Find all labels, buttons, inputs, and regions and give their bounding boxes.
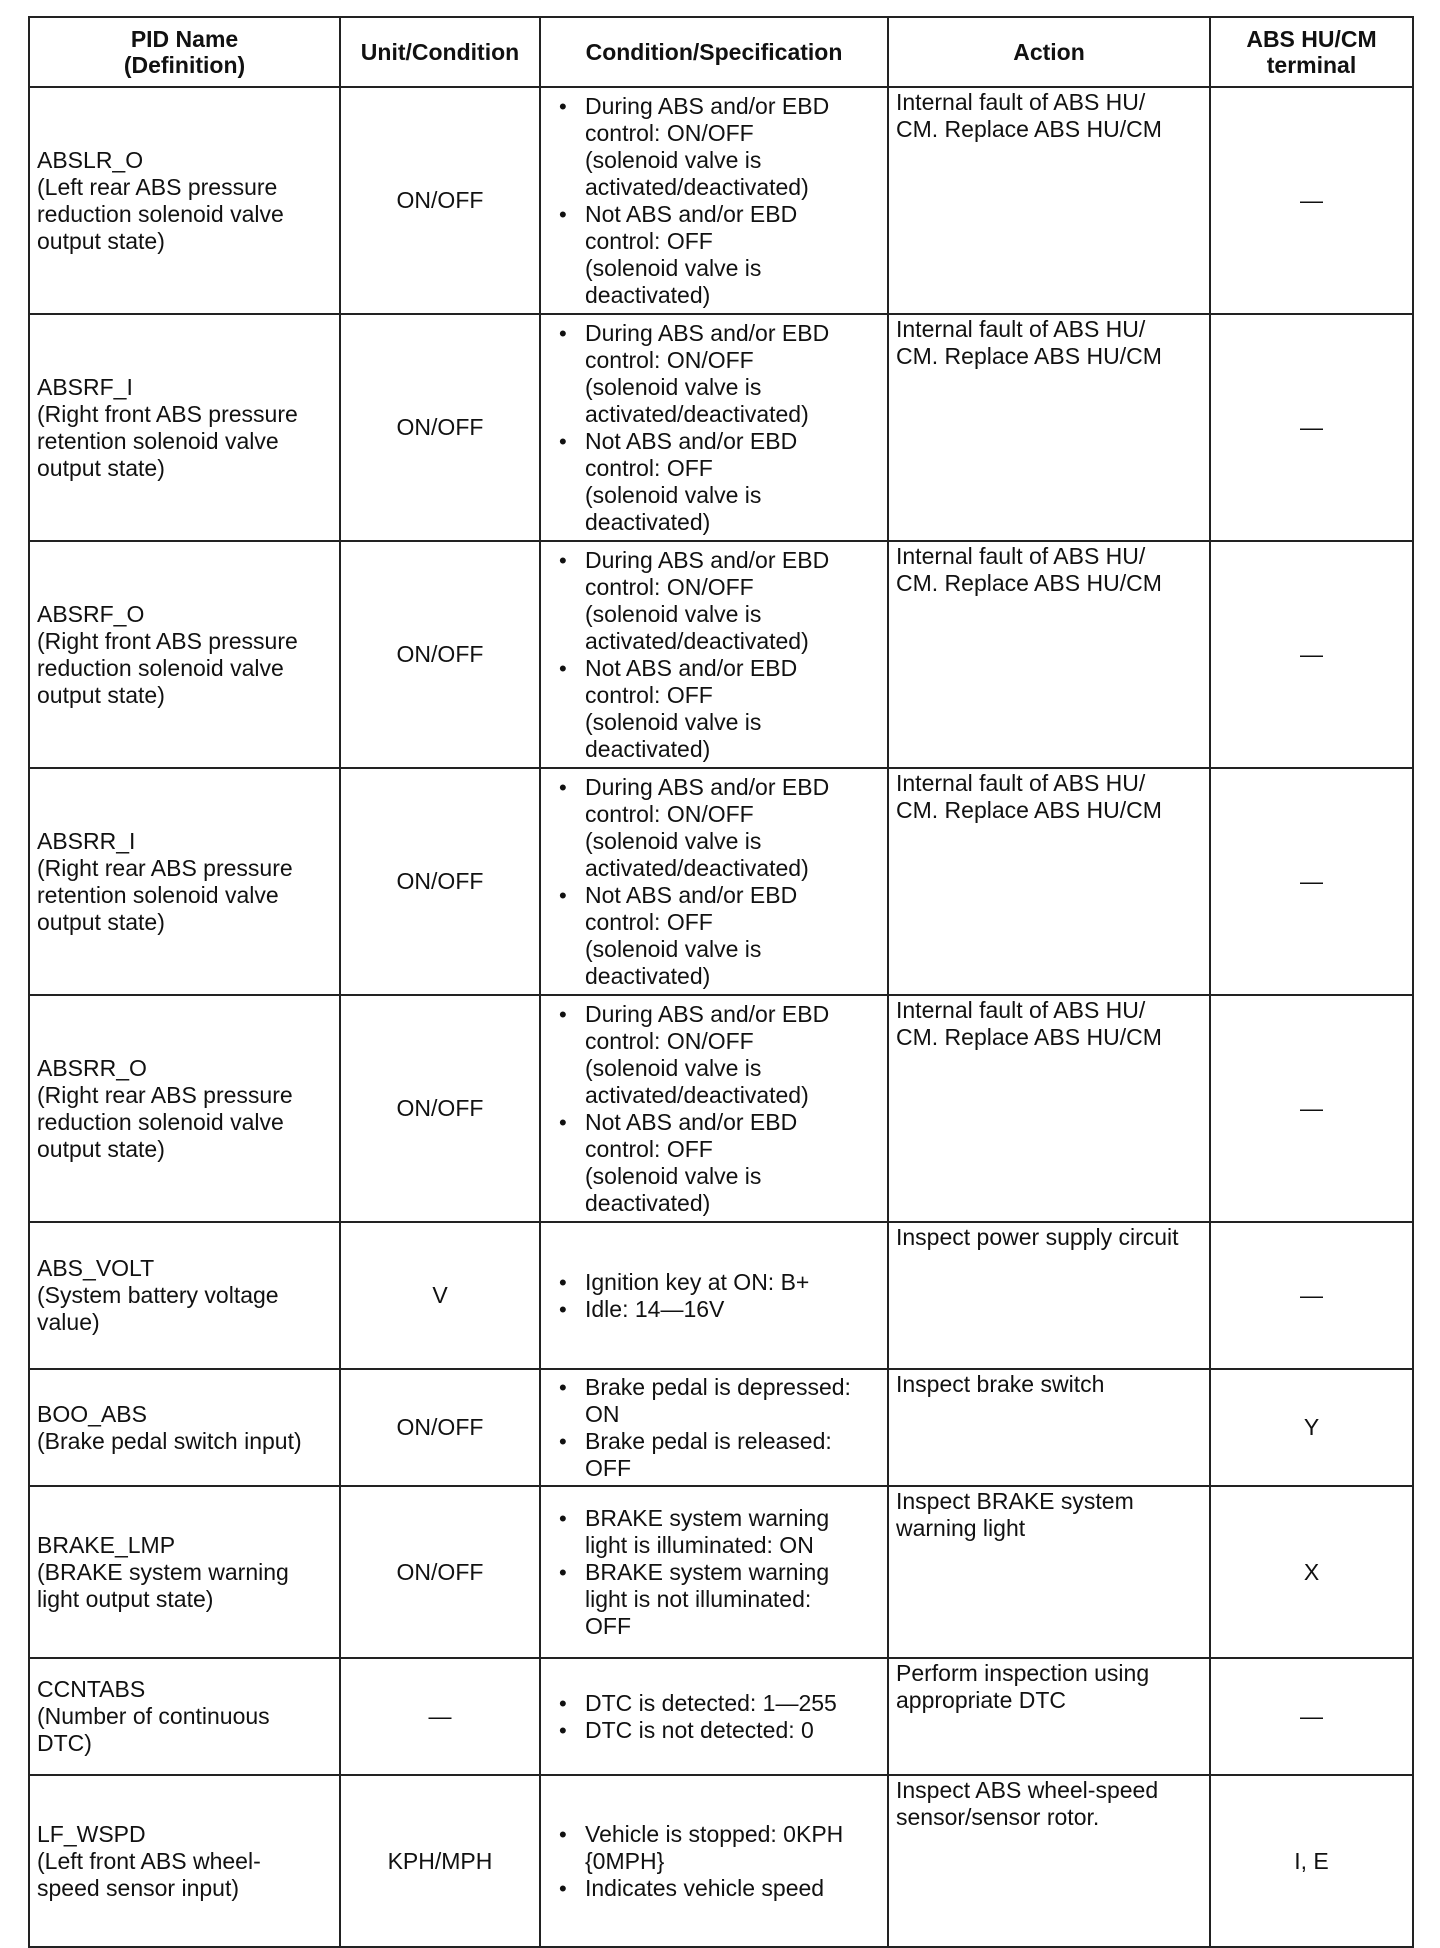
specification-line: activated/deactivated) (585, 854, 809, 881)
specification-line: • DTC is not detected: 0 (585, 1716, 814, 1743)
specification-line: deactivated) (585, 962, 711, 989)
terminal-cell: — (1210, 87, 1413, 314)
terminal-cell: — (1210, 314, 1413, 541)
terminal-cell: — (1210, 1658, 1413, 1775)
specification-line: (solenoid valve is (585, 708, 762, 735)
specification-line: activated/deactivated) (585, 1081, 809, 1108)
specification-line: ON (585, 1400, 620, 1427)
action-line: Internal fault of ABS HU/ (896, 89, 1146, 115)
pid-code: BRAKE_LMP (37, 1531, 176, 1558)
unit-cell: ON/OFF (340, 1369, 540, 1486)
pid-definition-line: (Right front ABS pressure (37, 627, 298, 654)
specification-line: control: ON/OFF (585, 119, 754, 146)
specification-line: • Not ABS and/or EBD (585, 881, 798, 908)
specification-cell (540, 1369, 888, 1486)
pid-name-cell (29, 87, 340, 314)
specification-list (549, 774, 883, 990)
pid-definition-line: output state) (37, 227, 165, 254)
specification-cell (540, 1222, 888, 1369)
action-cell (888, 541, 1210, 768)
specification-line: • Idle: 14—16V (585, 1295, 725, 1322)
action-line: CM. Replace ABS HU/CM (896, 797, 1162, 823)
specification-line: (solenoid valve is (585, 600, 762, 627)
specification-bullet (549, 1374, 883, 1428)
pid-definition-line: reduction solenoid valve (37, 654, 284, 681)
unit-cell: — (340, 1658, 540, 1775)
table-row (29, 995, 1413, 1222)
terminal-cell: I, E (1210, 1775, 1413, 1947)
pid-definition-line: retention solenoid valve (37, 881, 279, 908)
action-cell (888, 995, 1210, 1222)
specification-line: • Indicates vehicle speed (585, 1874, 825, 1901)
specification-line: {0MPH} (585, 1847, 665, 1874)
pid-name-cell (29, 1658, 340, 1775)
specification-line: control: ON/OFF (585, 1027, 754, 1054)
table-row (29, 768, 1413, 995)
pid-name-cell (29, 768, 340, 995)
specification-line: light is illuminated: ON (585, 1531, 814, 1558)
pid-definition-line: output state) (37, 908, 165, 935)
specification-line: • During ABS and/or EBD (585, 319, 830, 346)
specification-cell (540, 541, 888, 768)
specification-line: • Not ABS and/or EBD (585, 1108, 798, 1135)
pid-definition-line: (Right rear ABS pressure (37, 854, 293, 881)
pid-code: CCNTABS (37, 1676, 146, 1702)
specification-line: control: OFF (585, 681, 713, 708)
action-line: CM. Replace ABS HU/CM (896, 116, 1162, 142)
specification-list (549, 1821, 883, 1902)
header-pid-name: PID Name (Definition) (29, 17, 340, 87)
pid-definition-line: (Left rear ABS pressure (37, 173, 278, 200)
specification-line: activated/deactivated) (585, 400, 809, 427)
specification-bullet (549, 1296, 883, 1323)
pid-definition-line: reduction solenoid valve (37, 1108, 284, 1135)
specification-bullet (549, 93, 883, 201)
specification-line: OFF (585, 1612, 631, 1639)
specification-cell (540, 1775, 888, 1947)
specification-cell (540, 87, 888, 314)
unit-cell: KPH/MPH (340, 1775, 540, 1947)
specification-line: (solenoid valve is (585, 146, 762, 173)
unit-cell: ON/OFF (340, 1486, 540, 1658)
action-cell (888, 314, 1210, 541)
action-cell (888, 1658, 1210, 1775)
unit-cell: V (340, 1222, 540, 1369)
terminal-cell: — (1210, 995, 1413, 1222)
specification-line: • Not ABS and/or EBD (585, 200, 798, 227)
specification-line: • During ABS and/or EBD (585, 1000, 830, 1027)
specification-line: deactivated) (585, 1189, 711, 1216)
specification-line: • Brake pedal is depressed: (585, 1373, 851, 1400)
pid-definition-line: reduction solenoid valve (37, 200, 284, 227)
table-header-row (29, 17, 1413, 87)
action-line: CM. Replace ABS HU/CM (896, 343, 1162, 369)
specification-line: control: ON/OFF (585, 346, 754, 373)
specification-list (549, 93, 883, 309)
pid-definition-line: output state) (37, 681, 165, 708)
specification-list (549, 547, 883, 763)
action-line: Perform inspection using (896, 1660, 1150, 1686)
specification-bullet (549, 201, 883, 309)
specification-line: activated/deactivated) (585, 173, 809, 200)
specification-line: • During ABS and/or EBD (585, 546, 830, 573)
specification-line: • DTC is detected: 1—255 (585, 1689, 837, 1716)
pid-definition-line: value) (37, 1309, 100, 1335)
specification-list (549, 1690, 883, 1744)
specification-bullet (549, 1428, 883, 1482)
unit-cell: ON/OFF (340, 768, 540, 995)
pid-code: BOO_ABS (37, 1400, 147, 1427)
pid-definition-line: output state) (37, 1135, 165, 1162)
pid-definition-line: (Left front ABS wheel- (37, 1847, 261, 1874)
header-terminal: ABS HU/CM terminal (1210, 17, 1413, 87)
pid-code: LF_WSPD (37, 1820, 146, 1847)
table-row (29, 1486, 1413, 1658)
action-line: CM. Replace ABS HU/CM (896, 570, 1162, 596)
specification-line: deactivated) (585, 735, 711, 762)
action-cell (888, 1222, 1210, 1369)
specification-line: control: ON/OFF (585, 573, 754, 600)
specification-bullet (549, 1559, 883, 1640)
specification-line: • Vehicle is stopped: 0KPH (585, 1820, 844, 1847)
specification-line: • Brake pedal is released: (585, 1427, 832, 1454)
specification-list (549, 320, 883, 536)
specification-line: (solenoid valve is (585, 1054, 762, 1081)
specification-line: light is not illuminated: (585, 1585, 812, 1612)
specification-line: (solenoid valve is (585, 481, 762, 508)
pid-name-cell (29, 1486, 340, 1658)
pid-definition-line: (Brake pedal switch input) (37, 1427, 302, 1454)
action-cell (888, 1369, 1210, 1486)
pid-reference-sheet (28, 16, 1412, 1948)
specification-bullet (549, 1717, 883, 1744)
unit-cell: ON/OFF (340, 541, 540, 768)
terminal-cell: — (1210, 1222, 1413, 1369)
action-cell (888, 1775, 1210, 1947)
action-line: Internal fault of ABS HU/ (896, 543, 1146, 569)
specification-cell (540, 768, 888, 995)
specification-bullet (549, 428, 883, 536)
specification-cell (540, 314, 888, 541)
pid-table (28, 16, 1414, 1948)
specification-line: • Ignition key at ON: B+ (585, 1268, 810, 1295)
specification-line: • During ABS and/or EBD (585, 773, 830, 800)
table-row (29, 87, 1413, 314)
terminal-cell: X (1210, 1486, 1413, 1658)
pid-definition-line: output state) (37, 454, 165, 481)
specification-line: (solenoid valve is (585, 373, 762, 400)
pid-code: ABSRR_I (37, 827, 136, 854)
pid-definition-line: light output state) (37, 1585, 214, 1612)
pid-definition-line: (Number of continuous (37, 1703, 270, 1729)
pid-name-cell (29, 1222, 340, 1369)
pid-code: ABSLR_O (37, 146, 144, 173)
table-body (29, 87, 1413, 1947)
action-line: Internal fault of ABS HU/ (896, 770, 1146, 796)
specification-list (549, 1505, 883, 1640)
header-unit-condition: Unit/Condition (340, 17, 540, 87)
specification-line: control: OFF (585, 227, 713, 254)
table-row (29, 314, 1413, 541)
pid-definition-line: (Right rear ABS pressure (37, 1081, 293, 1108)
specification-bullet (549, 1690, 883, 1717)
action-line: Internal fault of ABS HU/ (896, 997, 1146, 1023)
specification-line: • Not ABS and/or EBD (585, 654, 798, 681)
specification-bullet (549, 1821, 883, 1875)
specification-list (549, 1001, 883, 1217)
specification-line: control: OFF (585, 908, 713, 935)
specification-line: • During ABS and/or EBD (585, 92, 830, 119)
action-line: Inspect power supply circuit (896, 1224, 1179, 1250)
specification-line: deactivated) (585, 281, 711, 308)
specification-bullet (549, 1505, 883, 1559)
specification-bullet (549, 655, 883, 763)
pid-code: ABSRF_O (37, 600, 145, 627)
table-row (29, 541, 1413, 768)
header-condition-specification: Condition/Specification (540, 17, 888, 87)
header-action: Action (888, 17, 1210, 87)
specification-bullet (549, 882, 883, 990)
specification-bullet (549, 774, 883, 882)
specification-line: control: ON/OFF (585, 800, 754, 827)
specification-cell (540, 995, 888, 1222)
action-line: sensor/sensor rotor. (896, 1804, 1100, 1830)
action-line: CM. Replace ABS HU/CM (896, 1024, 1162, 1050)
specification-list (549, 1374, 883, 1482)
terminal-cell: — (1210, 768, 1413, 995)
specification-line: (solenoid valve is (585, 254, 762, 281)
unit-cell: ON/OFF (340, 314, 540, 541)
specification-cell (540, 1486, 888, 1658)
specification-bullet (549, 1001, 883, 1109)
specification-line: activated/deactivated) (585, 627, 809, 654)
pid-name-cell (29, 995, 340, 1222)
pid-name-cell (29, 1369, 340, 1486)
specification-bullet (549, 1875, 883, 1902)
table-row (29, 1222, 1413, 1369)
specification-line: • Not ABS and/or EBD (585, 427, 798, 454)
action-line: Inspect brake switch (896, 1371, 1105, 1397)
table-row (29, 1775, 1413, 1947)
pid-name-cell (29, 541, 340, 768)
specification-line: • BRAKE system warning (585, 1558, 830, 1585)
specification-list (549, 1269, 883, 1323)
pid-name-cell (29, 1775, 340, 1947)
action-cell (888, 768, 1210, 995)
action-line: Inspect BRAKE system (896, 1488, 1134, 1514)
specification-bullet (549, 1109, 883, 1217)
specification-bullet (549, 1269, 883, 1296)
table-row (29, 1658, 1413, 1775)
specification-line: (solenoid valve is (585, 827, 762, 854)
pid-definition-line: (System battery voltage (37, 1282, 279, 1308)
unit-cell: ON/OFF (340, 87, 540, 314)
specification-line: control: OFF (585, 1135, 713, 1162)
specification-line: control: OFF (585, 454, 713, 481)
specification-line: (solenoid valve is (585, 1162, 762, 1189)
pid-definition-line: speed sensor input) (37, 1874, 240, 1901)
pid-definition-line: DTC) (37, 1730, 92, 1756)
pid-code: ABSRF_I (37, 373, 133, 400)
pid-code: ABSRR_O (37, 1054, 147, 1081)
unit-cell: ON/OFF (340, 995, 540, 1222)
action-line: appropriate DTC (896, 1687, 1067, 1713)
pid-definition-line: retention solenoid valve (37, 427, 279, 454)
terminal-cell: Y (1210, 1369, 1413, 1486)
action-line: Internal fault of ABS HU/ (896, 316, 1146, 342)
pid-code: ABS_VOLT (37, 1255, 155, 1281)
action-cell (888, 1486, 1210, 1658)
specification-cell (540, 1658, 888, 1775)
specification-line: (solenoid valve is (585, 935, 762, 962)
specification-bullet (549, 320, 883, 428)
action-cell (888, 87, 1210, 314)
pid-name-cell (29, 314, 340, 541)
terminal-cell: — (1210, 541, 1413, 768)
specification-line: deactivated) (585, 508, 711, 535)
pid-definition-line: (Right front ABS pressure (37, 400, 298, 427)
specification-line: • BRAKE system warning (585, 1504, 830, 1531)
pid-definition-line: (BRAKE system warning (37, 1558, 289, 1585)
specification-bullet (549, 547, 883, 655)
action-line: Inspect ABS wheel-speed (896, 1777, 1159, 1803)
specification-line: OFF (585, 1454, 631, 1481)
action-line: warning light (896, 1515, 1026, 1541)
table-row (29, 1369, 1413, 1486)
